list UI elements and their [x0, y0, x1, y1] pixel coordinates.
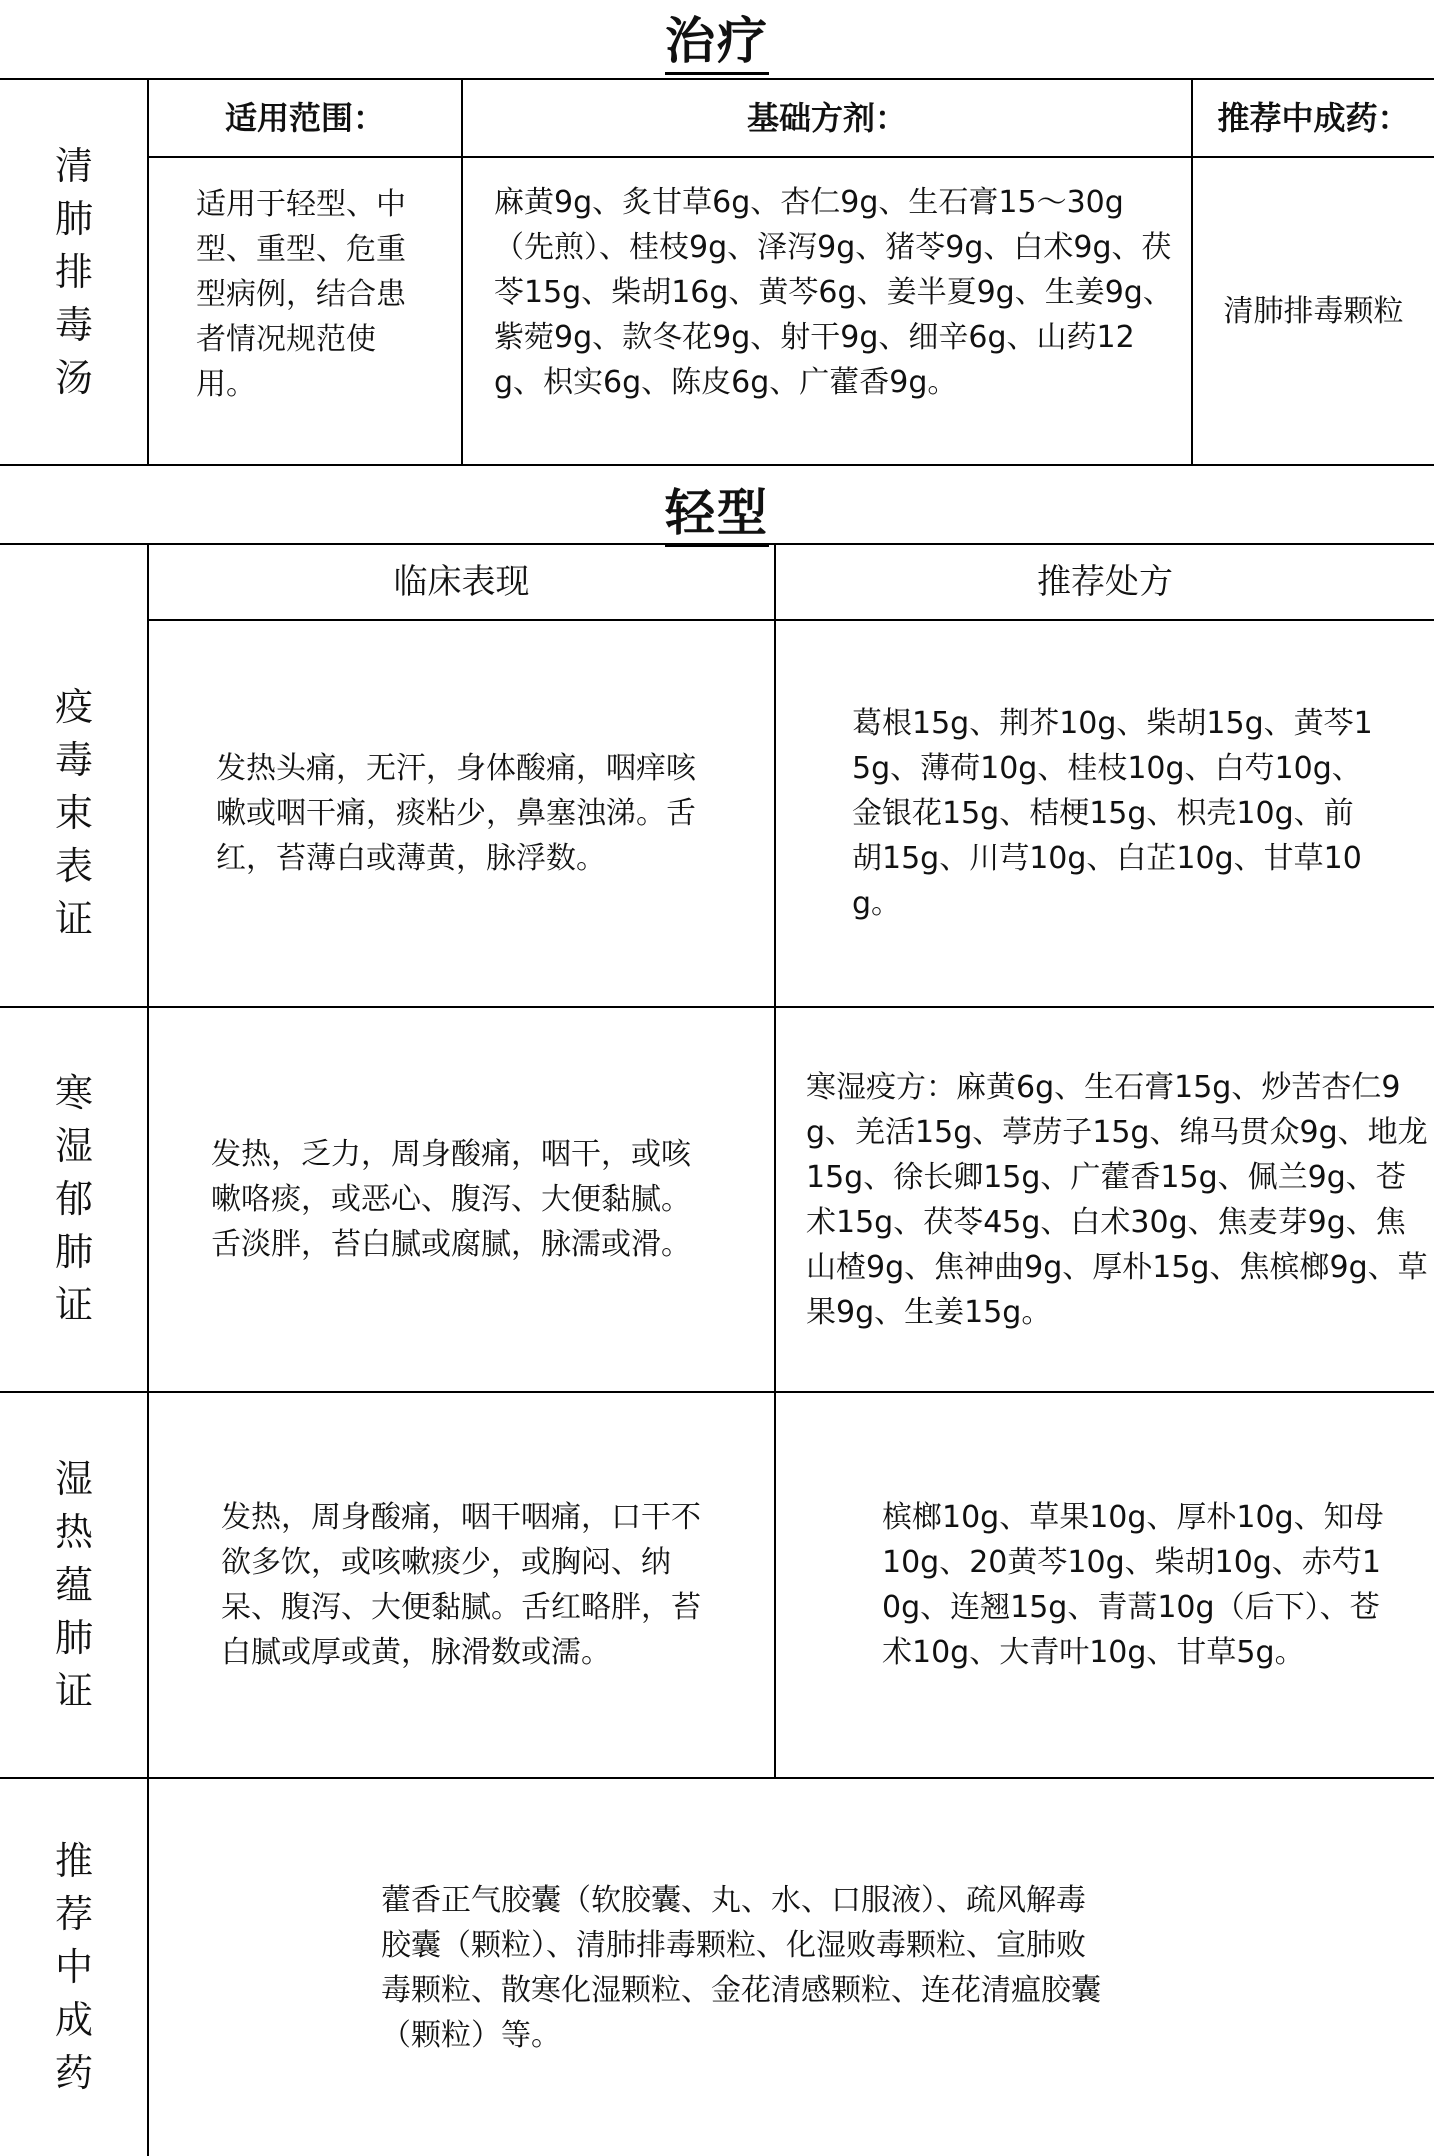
header-clinical: 临床表现: [393, 562, 530, 602]
patent-medicine-list: 藿香正气胶囊（软胶囊、丸、水、口服液）、疏风解毒胶囊（颗粒）、清肺排毒颗粒、化湿败毒颗粒、宣肺败毒颗粒、散寒化湿颗粒、金花清感颗粒、连花清瘟胶囊（颗粒）等。: [381, 1882, 1101, 2053]
prescription-text: 寒湿疫方：麻黄6g、生石膏15g、炒苦杏仁9g、羌活15g、葶苈子15g、绵马贯众9g、地龙15g、徐长卿15g、广藿香15g、佩兰9g、苍术15g、茯苓45g、白术30g、焦麦芽9g、焦山楂9g、焦神曲9g、厚朴15g、焦槟榔9g、草果9g、生姜15g。: [806, 1069, 1428, 1330]
clinical-text: 发热头痛，无汗，身体酸痛，咽痒咳嗽或咽干痛，痰粘少，鼻塞浊涕。舌红，苔薄白或薄黄，脉浮数。: [216, 751, 696, 876]
treatment-title: 治疗: [0, 16, 1434, 66]
scope-text: 适用于轻型、中型、重型、危重型病例，结合患者情况规范使用。: [196, 187, 406, 402]
header-prescription: 推荐处方: [1037, 562, 1173, 602]
divider: [774, 543, 776, 1778]
patent-medicine-text: 清肺排毒颗粒: [1223, 293, 1404, 329]
formula-name-label: 清肺排毒汤: [54, 143, 93, 400]
header-patent-medicine: 推荐中成药：: [1217, 99, 1410, 137]
syndrome-label: 湿热蕴肺证: [54, 1456, 93, 1713]
clinical-text: 发热，周身酸痛，咽干咽痛，口干不欲多饮，或咳嗽痰少，或胸闷、纳呆、腹泻、大便黏腻。舌红略胖，苔白腻或厚或黄，脉滑数或濡。: [221, 1500, 701, 1670]
syndrome-label: 疫毒束表证: [54, 685, 93, 941]
prescription-text: 槟榔10g、草果10g、厚朴10g、知母10g、20黄芩10g、柴胡10g、赤芍10g、连翘15g、青蒿10g（后下）、苍术10g、大青叶10g、甘草5g。: [882, 1500, 1384, 1670]
header-base-formula: 基础方剂：: [746, 99, 907, 137]
mild-title: 轻型: [0, 488, 1434, 538]
base-formula-text: 麻黄9g、炙甘草6g、杏仁9g、生石膏15～30g（先煎）、桂枝9g、泽泻9g、猪苓9g、白术9g、茯苓15g、柴胡16g、黄芩6g、姜半夏9g、生姜9g、紫菀9g、款冬花9g、射干9g、细辛6g、山药12g、枳实6g、陈皮6g、广藿香9g。: [494, 185, 1173, 400]
syndrome-label: 寒湿郁肺证: [54, 1071, 93, 1327]
patent-medicine-label: 推荐中成药: [54, 1839, 93, 2095]
clinical-text: 发热，乏力，周身酸痛，咽干，或咳嗽咯痰，或恶心、腹泻、大便黏腻。舌淡胖，苔白腻或腐腻，脉濡或滑。: [211, 1137, 691, 1262]
divider: [0, 464, 1434, 466]
header-scope: 适用范围：: [224, 99, 385, 137]
prescription-text: 葛根15g、荆芥10g、柴胡15g、黄芩15g、薄荷10g、桂枝10g、白芍10g、金银花15g、桔梗15g、枳壳10g、前胡15g、川芎10g、白芷10g、甘草10g。: [852, 706, 1373, 921]
